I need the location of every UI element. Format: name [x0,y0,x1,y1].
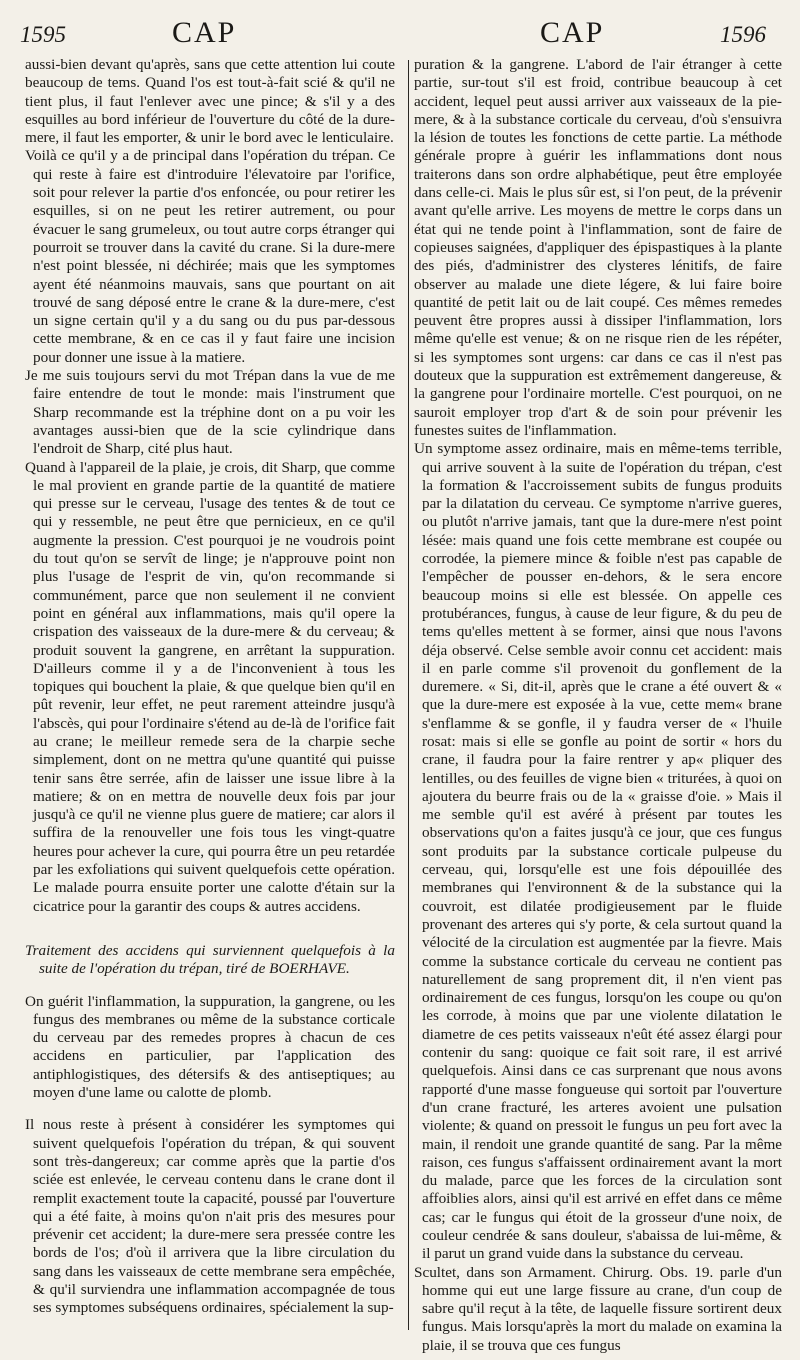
paragraph: aussi-bien devant qu'après, sans que cette attention lui coute beaucoup de tems. Quand l'os est tout-à-fait scié & qu'il ne tient plus, il faut l'enlever avec une pince; & s'il y a des esquilles au bord inférieur de l'ouverture du côté de la dure-mere, il faut les emporter, & unir le bord avec le lenticulaire. [25,56,395,147]
paragraph: On guérit l'inflammation, la suppuration, la gangrene, ou les fungus des membranes ou même de la substance corticale du cerveau par des remedes propres à chacun de ces accidens en particulier, par l'application des antiphlogistiques, des détersifs & des antiseptiques; au moyen d'une lame ou calotte de plomb. [25,992,395,1102]
running-head-left: CAP [172,16,237,49]
paragraph: puration & la gangrene. L'abord de l'air étranger à cette partie, sur-tout s'il est froid, contribue beaucoup à cet accident, lequel peut aussi arriver aux vaisseaux de la pie-mere, & à la substance corticale du cerveau, d'où s'ensuivra la lésion de toutes les fonctions de cette partie. La méthode générale propre à guérir les inflammations dont nous traiterons dans son ordre alphabétique, peut être employée dans celle-ci. Mais le plus sûr est, si l'on peut, de la prévenir avant qu'elle arrive. Les moyens de mettre le corps dans un état qui ne tende point à l'inflammation, sont de faire de copieuses saignées, d'appliquer des épispastiques à la plante des piés, d'administrer des clysteres lénitifs, de faire observer au malade une diete légere, & lui faire boire quantité de petit lait ou de lait coupé. Ces mêmes remedes peuvent être propres aussi à dissiper l'inflammation, lors même qu'elle est venue; & on ne risque rien de les répéter, si les symptomes sont urgens: car dans ce cas il n'est pas douteux que la suppuration est extrêmement dangereuse, & la gangrene pour l'ordinaire mortelle. C'est pourquoi, on ne sauroit employer trop d'art & de soin pour prévenir les funestes suites de l'inflammation. [414,56,782,439]
page-header [0,16,800,60]
running-head-right: CAP [540,16,605,49]
section-heading: Traitement des accidens qui surviennent quelquefois à la suite de l'opération du trépan, tiré de BOERHAVE. [25,941,395,978]
right-column [414,56,782,1355]
page-number-left: 1595 [20,22,66,47]
paragraph: Quand à l'appareil de la plaie, je crois, dit Sharp, que comme le mal provient en grande partie de la quantité de matiere qui presse sur le cerveau, l'usage des tentes & de tout ce qui y ressemble, ne peut être que pernicieux, en ce qu'il augmente la pression. C'est pourquoi je ne voudrois point du tout qu'on se servît de linge; je n'approuve point non plus l'usage de l'esprit de vin, qu'on recommande si communément, parce que non seulement il ne convient point en général aux inflammations, mais qu'il opere la crispation des vaisseaux de la dure-mere & du cerveau; & produit souvent la gangrene, en arrêtant la suppuration. D'ailleurs comme il y a de l'inconvenient à tous les topiques qui bouchent la plaie, & que quelque bien qu'il en pût revenir, leur effet, ne peut rarement atteindre jusqu'à l'abscès, qui pour l'ordinaire s'étend au de-là de l'orifice fait au crane; le meilleur remede sera de la charpie seche simplement, dont on ne mettra qu'une quantité qui puisse tenir sans être serrée, afin de laisser une issue libre à la matiere; & on en mettra de nouvelle deux fois par jour jusqu'à ce qu'il ne vienne plus guere de matiere; car alors il suffira de la renouveller une fois tous les vingt-quatre heures pour achever la cure, qui pourra être un peu retardée par les exfoliations qui suivent quelquefois cette opération. Le malade pourra ensuite porter une calotte d'étain sur la cicatrice pour la garantir des coups & autres accidens. [25,458,395,915]
column-divider [408,60,409,1330]
paragraph: Il nous reste à présent à considérer les symptomes qui suivent quelquefois l'opération du trépan, & qui souvent sont très-dangereux; car comme après que la partie d'os sciée est enlevée, le cerveau contenu dans le crane dont il remplit exactement toute la capacité, poussé par l'ouverture qui a été faite, à moins qu'on n'ait pris des mesures pour prévenir cet accident; la dure-mere sera pressée contre les bords de l'os; d'où il arrivera que la libre circulation du sang dans les vaisseaux de cette membrane sera empêchée, & qu'il surviendra une inflammation accompagnée de tous ses symptomes subséquens ordinaires, spécialement la sup- [25,1116,395,1317]
paragraph: Voilà ce qu'il y a de principal dans l'opération du trépan. Ce qui reste à faire est d'introduire l'élevatoire par l'orifice, soit pour relever la partie d'os enfoncée, ou pour retirer les esquilles, si on ne peut les retirer autrement, ou pour évacuer le sang grumeleux, ou tout autre corps étranger qui pourroit se trouver dans la cavité du crane. Si la dure-mere n'est point blessée, ni déchirée; mais que les symptomes ayent été néanmoins mauvais, sans que pourtant on ait trouvé de sang déposé entre le crane & la dure-mere, c'est un signe certain qu'il y a du sang ou du pus par-dessous cette membrane, & en ce cas il y faut faire une incision pour donner une issue à la matiere. [25,147,395,366]
paragraph: Je me suis toujours servi du mot Trépan dans la vue de me faire entendre de tout le monde: mais l'instrument que Sharp recommande est la tréphine dont on a pu voir les avantages aussi-bien que de la scie cylindrique dans l'endroit de Sharp, cité plus haut. [25,367,395,458]
paragraph: Un symptome assez ordinaire, mais en même-tems terrible, qui arrive souvent à la suite de l'opération du trépan, c'est la formation & l'accroissement subits de fungus produits par la dilatation du cerveau. Ce symptome n'arrive gueres, ou plutôt n'arrive jamais, tant que la dure-mere n'est point lésée: mais quand une fois cette membrane est coupée ou corrodée, la piemere mince & foible n'est pas capable de l'empêcher de pousser en-dehors, & le sera encore beaucoup moins si elle est blessée. On appelle ces protubérances, fungus, à cause de leur figure, & du peu de tems qu'elles mettent à se former, ainsi que nous l'avons déja observé. Celse semble avoir connu cet accident: mais il en parle comme s'il provenoit du gonflement de la duremere. « Si, dit-il, après que le crane a été ouvert & « que la dure-mere est exposée à la vue, cette mem« brane s'enflamme & se gonfle, il y faudra verser de « l'huile rosat: mais si elle se gonfle au point de sortir « hors du crane, il faudra pour la faire rentrer y ap« pliquer des lentilles, ou des feuilles de vigne bien « triturées, à quoi on ajoutera du beurre frais ou de la « graisse d'oie. » Mais il me semble qu'il est avéré à présent par toutes les observations qu'on a faites jusqu'à ce jour, que ces fungus sont produits par la substance corticale pulpeuse du cerveau, qui, lorsqu'elle est une fois dépouillée des membranes qui l'environnent & de la substance qui la couvroit, est dilatée prodigieusement par le fluide provenant des arteres qui s'y porte, & cela surtout quand la vélocité de la circulation est augmentée par la fievre. Mais comme la substance corticale du cerveau ne contient pas naturellement de sang proprement dit, il n'en vient pas ordinairement de ces fungus, lorsqu'on les coupe ou qu'on les corrode, à moins que par une violente dilatation le diametre de ces petits vaisseaux n'eût été assez élargi pour contenir du sang: quoique ce fait soit rare, il est arrivé quelquefois. Ainsi dans ce cas surprenant que nous avons rapporté d'une masse fongueuse qui sortoit par l'ouverture d'un crane fracturé, les arteres avoient une pulsation violente; & quand on pressoit le fungus un peu fort avec la main, il rendoit une grande quantité de sang. Par la même raison, ces fungus s'affaissent ordinairement avant la mort du malade, parce que les forces de la circulation sont affoiblies alors, ainsi qu'il est arrivé en effet dans ce même cas; car le fungus qui étoit de la grosseur d'une noix, de couleur cendrée & sans douleur, s'abaissa de lui-même, & il parut un grand vuide dans la substance du cerveau. [414,440,782,1263]
page-number-right: 1596 [720,22,766,47]
paragraph: Scultet, dans son Armament. Chirurg. Obs. 19. parle d'un homme qui eut une large fissure au crane, d'un coup de sabre qu'il reçut à la tête, de laquelle fissure sortirent deux fungus. Mais lorsqu'après la mort du malade on examina la plaie, il se trouva que ces fungus [414,1263,782,1354]
left-column [25,56,395,1318]
